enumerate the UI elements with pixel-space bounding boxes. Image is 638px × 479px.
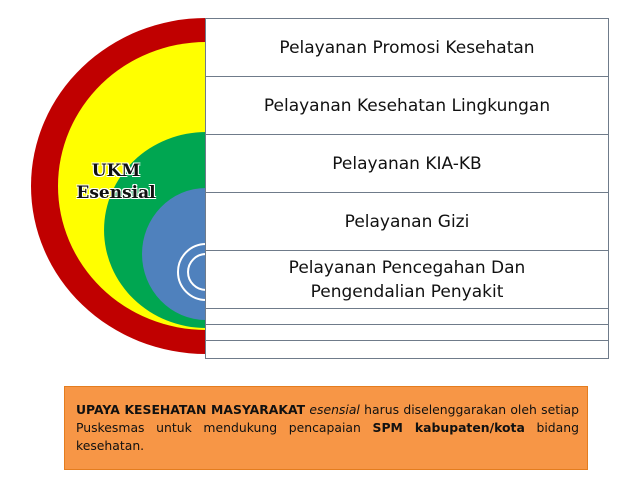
note-term: UPAYA KESEHATAN MASYARAKAT <box>76 402 306 417</box>
note-text: harus diselenggarakan oleh setiap Puskesmas untuk mendukung pencapaian <box>76 402 579 435</box>
empty-row <box>206 309 608 325</box>
note-text-end: bidang kesehatan. <box>76 420 579 453</box>
note-esensial: esensial <box>305 402 360 417</box>
note-spm: SPM kabupaten/kota <box>372 420 525 435</box>
empty-row <box>206 341 608 359</box>
ukm-label-line2: Esensial <box>76 183 156 203</box>
service-row-gizi: Pelayanan Gizi <box>206 193 608 251</box>
service-pencegahan-line2: Pengendalian Penyakit <box>310 281 504 302</box>
service-pencegahan-line1: Pelayanan Pencegahan Dan <box>288 257 526 278</box>
service-row-promosi: Pelayanan Promosi Kesehatan <box>206 19 608 77</box>
ukm-definition-note <box>64 386 588 470</box>
ukm-esensial-label <box>62 160 170 204</box>
empty-row <box>206 325 608 341</box>
service-list <box>205 18 609 359</box>
service-row-lingkungan: Pelayanan Kesehatan Lingkungan <box>206 77 608 135</box>
service-row-kia-kb: Pelayanan KIA-KB <box>206 135 608 193</box>
service-row-pencegahan <box>206 251 608 309</box>
ukm-label-line1: UKM <box>91 161 141 181</box>
